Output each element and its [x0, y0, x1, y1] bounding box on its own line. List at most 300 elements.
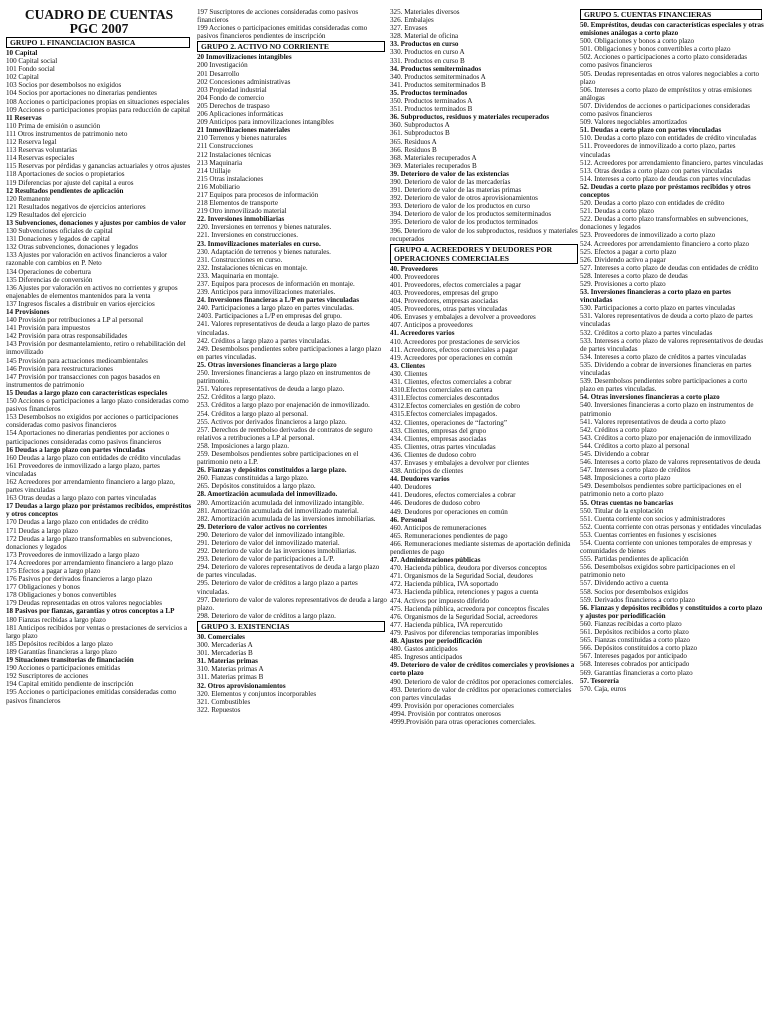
account-entry: 200 Investigación: [197, 61, 248, 70]
account-entry: 433. Clientes, empresas del grupo: [390, 426, 487, 435]
account-subgroup: 25. Otras inversiones financieras a largo plazo: [197, 360, 337, 369]
account-entry: 524. Acreedores por arrendamiento financiero a corto plazo: [580, 239, 749, 248]
account-entry: 119 Diferencias por ajuste del capital a euros: [6, 178, 134, 187]
account-entry: 203 Propiedad industrial: [197, 85, 267, 94]
account-entry: 108 Acciones o participaciones propias en situaciones especiales: [6, 97, 190, 106]
column-3: [390, 8, 580, 1020]
account-entry: 197 Suscriptores de acciones consideradas como pasivos financieros: [197, 8, 359, 25]
account-entry: 163 Otras deudas a largo plazo con partes vinculadas: [6, 494, 157, 503]
account-entry: 326. Embalajes: [390, 16, 434, 25]
account-entry: 321. Combustibles: [197, 697, 251, 706]
account-entry: 404. Proveedores, empresas asociadas: [390, 297, 499, 306]
account-entry: 201 Desarrollo: [197, 69, 240, 78]
account-entry: 240. Participaciones a largo plazo en partes vinculadas.: [197, 304, 354, 313]
account-entry: 570. Caja, euros: [580, 684, 627, 693]
account-entry: 147 Provisión por transacciones con pagos basados en instrumentos de patrimonio: [6, 372, 160, 389]
account-entry: 102 Capital: [6, 73, 39, 82]
title-line-1: CUADRO DE CUENTAS: [24, 8, 174, 22]
column-2-entries: [197, 8, 387, 714]
account-subgroup: 16 Deudas a largo plazo con partes vinculadas: [6, 445, 146, 454]
account-entry: 252. Créditos a largo plazo.: [197, 393, 276, 402]
account-subgroup: 21 Inmovilizaciones materiales: [197, 126, 290, 135]
account-entry: 233. Maquinaria en montaje.: [197, 271, 279, 280]
column-4: [580, 8, 764, 1020]
account-entry: 121 Resultados negativos de ejercicios anteriores: [6, 202, 146, 211]
account-entry: 476. Organismos de la Seguridad Social, acreedores: [390, 612, 538, 621]
account-entry: 137 Ingresos fiscales a distribuir en varios ejercicios: [6, 299, 155, 308]
account-subgroup: 12 Resultados pendientes de aplicación: [6, 186, 124, 195]
account-entry: 253. Créditos a largo plazo por enajenación de inmovilizado.: [197, 401, 370, 410]
account-entry: 466. Remuneraciones mediante sistemas de aportación definida pendientes de pago: [390, 539, 571, 556]
account-entry: 514. Intereses a corto plazo de deudas con partes vinculadas: [580, 174, 751, 183]
account-entry: 522. Deudas a corto plazo transformables en subvenciones, donaciones y legados: [580, 215, 749, 232]
account-entry: 521. Deudas a corto plazo: [580, 207, 654, 216]
account-entry: 300. Mercaderías A: [197, 641, 253, 650]
account-entry: 490. Deterioro de valor de créditos por operaciones comerciales.: [390, 677, 574, 686]
account-entry: 219 Otro inmovilizado material: [197, 207, 287, 216]
group-header: GRUPO 5. CUENTAS FINANCIERAS: [580, 9, 762, 20]
account-entry: 393. Deterioro de valor de los productos en curso: [390, 202, 531, 211]
account-entry: 400. Proveedores: [390, 272, 440, 281]
account-entry: 327. Envases: [390, 24, 428, 33]
account-entry: 220. Inversiones en terrenos y bienes naturales.: [197, 223, 332, 232]
account-entry: 446. Deudores de dudoso cobro: [390, 499, 481, 508]
account-entry: 100 Capital social: [6, 57, 58, 66]
account-subgroup: 46. Personal: [390, 515, 428, 524]
account-entry: 507. Dividendos de acciones o participaciones consideradas como pasivos financieros: [580, 101, 750, 119]
account-entry: 174 Acreedores por arrendamiento financiero a largo plazo: [6, 558, 174, 567]
account-entry: 360. Subproductos A: [390, 121, 450, 130]
account-entry: 260. Fianzas constituidas a largo plazo.: [197, 474, 309, 483]
account-subgroup: 57. Tesorería: [580, 676, 619, 685]
account-entry: 280. Amortización acumulada del inmovilizado intangible.: [197, 498, 364, 507]
account-entry: 512. Acreedores por arrendamiento financiero, partes vinculadas: [580, 158, 764, 167]
account-entry: 435. Clientes, otras partes vinculadas: [390, 442, 496, 451]
column-3-entries: [390, 8, 580, 726]
account-entry: 112 Reserva legal: [6, 138, 57, 147]
account-entry: 134 Operaciones de cobertura: [6, 267, 91, 276]
account-entry: 217 Equipos para procesos de información: [197, 190, 319, 199]
account-entry: 176 Pasivos por derivados financieros a largo plazo: [6, 575, 153, 584]
title-line-2: PGC 2007: [69, 21, 129, 36]
account-entry: 259. Desembolsos pendientes sobre participaciones en el patrimonio neto a LP.: [197, 449, 359, 467]
account-entry: 559. Derivados financieros a corto plazo: [580, 595, 696, 604]
account-entry: 211 Construcciones: [197, 142, 253, 151]
account-entry: 4311.Efectos comerciales descontados: [390, 394, 500, 403]
account-subgroup: 43. Clientes: [390, 361, 426, 370]
group-header: GRUPO 2. ACTIVO NO CORRIENTE: [197, 41, 385, 52]
account-entry: 265. Depósitos constituidos a largo plazo.: [197, 482, 316, 491]
account-subgroup: 39. Deterioro de valor de las existencias: [390, 169, 509, 178]
account-entry: 242. Créditos a largo plazo a partes vinculadas.: [197, 336, 332, 345]
account-entry: 341. Productos semiterminados B: [390, 80, 486, 89]
account-entry: 212 Instalaciones técnicas: [197, 150, 272, 159]
account-entry: 172 Deudas a largo plazo transformables en subvenciones, donaciones y legados: [6, 534, 173, 551]
account-subgroup: 28. Amortización acumulada del inmovilizado.: [197, 490, 338, 499]
account-entry: 111 Otros instrumentos de patrimonio neto: [6, 129, 128, 138]
account-subgroup: 18 Pasivos por fianzas, garantías y otros conceptos a LP: [6, 607, 175, 616]
account-entry: 471. Organismos de la Seguridad Social, deudores: [390, 572, 533, 581]
account-entry: 216 Mobiliario: [197, 182, 240, 191]
account-entry: 4999.Provisión para otras operaciones comerciales.: [390, 717, 536, 726]
account-entry: 395. Deterioro de valor de los productos terminados: [390, 218, 538, 227]
account-entry: 406. Envases y embalajes a devolver a proveedores: [390, 313, 536, 322]
account-subgroup: 20 Inmovilizaciones intangibles: [197, 53, 292, 62]
account-entry: 437. Envases y embalajes a devolver por clientes: [390, 458, 530, 467]
account-entry: 249. Desembolsos pendientes sobre participaciones a largo plazo en partes vinculadas.: [197, 344, 382, 361]
account-subgroup: 33. Productos en curso: [390, 40, 459, 49]
account-entry: 237. Equipos para procesos de información en montaje.: [197, 280, 355, 288]
account-entry: 394. Deterioro de valor de los productos semiterminados: [390, 210, 552, 219]
account-subgroup: 54. Otras inversiones financieras a corto plazo: [580, 393, 720, 402]
account-entry: 4994. Provisión por contratos onerosos: [390, 709, 501, 718]
account-entry: 160 Deudas a largo plazo con entidades de crédito vinculadas: [6, 453, 181, 462]
account-entry: 199 Acciones o participaciones emitidas consideradas como pasivos financieros pendientes de inscripción: [197, 24, 368, 41]
account-subgroup: 48. Ajustes por periodificación: [390, 637, 483, 646]
account-entry: 340. Productos semiterminados A: [390, 72, 486, 81]
account-entry: 502. Acciones o participaciones a corto plazo consideradas como pasivos financieros: [580, 53, 748, 70]
account-entry: 554. Cuenta corriente con uniones temporales de empresas y comunidades de bienes: [580, 539, 752, 556]
account-entry: 479. Pasivos por diferencias temporarias imponibles: [390, 628, 539, 637]
account-entry: 153 Desembolsos no exigidos por acciones o participaciones consideradas como pasivos financieros: [6, 413, 179, 430]
account-entry: 449. Deudores por operaciones en común: [390, 507, 508, 516]
account-entry: 548. Imposiciones a corto plazo: [580, 474, 671, 483]
account-entry: 205 Derechos de traspaso: [197, 101, 270, 110]
account-entry: 558. Socios por desembolsos exigidos: [580, 587, 689, 596]
account-subgroup: 47. Administraciones públicas: [390, 556, 481, 565]
account-entry: 480. Gastos anticipados: [390, 645, 458, 654]
account-entry: 192 Suscriptores de acciones: [6, 672, 89, 681]
account-subgroup: 49. Deterioro de valor de créditos comerciales y provisiones a corto plazo: [390, 661, 575, 678]
account-subgroup: 14 Provisiones: [6, 308, 50, 316]
account-entry: 241. Valores representativos de deuda a largo plazo de partes vinculadas.: [197, 320, 370, 337]
account-entry: 179 Deudas representadas en otros valores negociables: [6, 599, 163, 608]
account-entry: 310. Materias primas A: [197, 665, 264, 674]
account-entry: 365. Residuos A: [390, 137, 437, 146]
account-entry: 290. Deterioro de valor del inmovilizado intangible.: [197, 530, 345, 539]
account-subgroup: 52. Deudas a corto plazo por préstamos recibidos y otros conceptos: [580, 182, 751, 199]
account-entry: 551. Cuenta corriente con socios y administradores: [580, 514, 726, 523]
account-entry: 214 Utillaje: [197, 166, 231, 175]
account-entry: 474. Activos por impuesto diferido: [390, 596, 490, 605]
account-entry: 120 Remanente: [6, 194, 51, 203]
account-entry: 146 Provisión para reestructuraciones: [6, 364, 113, 373]
account-entry: 531. Valores representativos de deuda a corto plazo de partes vinculadas: [580, 312, 753, 329]
account-subgroup: 40. Proveedores: [390, 264, 438, 273]
account-entry: 190 Acciones o participaciones emitidas: [6, 664, 121, 673]
account-entry: 369. Materiales recuperados B: [390, 161, 477, 170]
account-entry: 368. Materiales recuperados A: [390, 153, 477, 162]
account-entry: 556. Desembolsos exigidos sobre participaciones en el patrimonio neto: [580, 563, 736, 580]
account-entry: 438. Anticipos de clientes: [390, 467, 464, 476]
account-entry: 177 Obligaciones y bonos: [6, 583, 80, 592]
account-entry: 154 Aportaciones no dinerarias pendientes por acciones o participaciones consideradas como pasivos financieros: [6, 429, 170, 446]
account-entry: 566. Depósitos constituidos a corto plazo: [580, 644, 698, 653]
account-entry: 569. Garantías financieras a corto plazo: [580, 668, 693, 677]
account-entry: 297. Deterioro de valor de valores representativos de deuda a largo plazo.: [197, 595, 387, 612]
account-entry: 541. Valores representativos de deuda a corto plazo: [580, 417, 726, 426]
account-entry: 392. Deterioro de valor de otros aprovisionamientos: [390, 194, 538, 203]
account-entry: 390. Deterioro de valor de las mercaderías: [390, 177, 511, 186]
account-entry: 131 Donaciones y legados de capital: [6, 235, 110, 244]
group-header: GRUPO 3. EXISTENCIAS: [197, 621, 385, 632]
account-entry: 543. Créditos a corto plazo por enajenación de inmovilizado: [580, 433, 752, 442]
account-entry: 510. Deudas a corto plazo con entidades de crédito vinculadas: [580, 134, 757, 143]
account-entry: 331. Productos en curso B: [390, 56, 465, 65]
account-entry: 509. Valores negociables amortizados: [580, 118, 688, 127]
account-entry: 550. Titular de la explotación: [580, 506, 664, 515]
account-entry: 113 Reservas voluntarias: [6, 146, 78, 155]
account-entry: 561. Depósitos recibidos a corto plazo: [580, 628, 689, 637]
account-entry: 527. Intereses a corto plazo de deudas con entidades de crédito: [580, 263, 759, 272]
account-subgroup: 44. Deudores varios: [390, 475, 450, 484]
account-entry: 301. Mercaderías B: [197, 649, 253, 658]
account-entry: 545. Dividendo a cobrar: [580, 449, 649, 458]
account-subgroup: 34. Productos semiterminados: [390, 64, 482, 73]
account-entry: 251. Valores representativos de deuda a largo plazo.: [197, 385, 345, 394]
account-entry: 215 Otras instalaciones: [197, 174, 264, 183]
account-entry: 293. Deterioro de valor de participaciones a L/P.: [197, 555, 335, 564]
group-header: GRUPO 1. FINANCIACION BASICA: [6, 37, 190, 48]
account-subgroup: 51. Deudas a corto plazo con partes vinculadas: [580, 126, 722, 135]
account-entry: 530. Participaciones a corto plazo en partes vinculadas: [580, 304, 736, 313]
account-subgroup: 31. Materias primas: [197, 657, 258, 666]
account-entry: 232. Instalaciones técnicas en montaje.: [197, 263, 308, 272]
account-entry: 419. Acreedores por operaciones en común: [390, 353, 513, 362]
account-entry: 181 Anticipos recibidos por ventas o prestaciones de servicios a largo plazo: [6, 623, 188, 640]
account-entry: 133 Ajustes por valoración en activos financieros a valor razonable con cambios en P. Neto: [6, 251, 168, 268]
account-entry: 250. Inversiones financieras a largo plazo en instrumentos de patrimonio.: [197, 369, 371, 386]
account-subgroup: 55. Otras cuentas no bancarias: [580, 498, 674, 507]
account-subgroup: 22. Inversiones inmobiliarias: [197, 215, 285, 224]
account-entry: 202 Concesiones administrativas: [197, 77, 291, 86]
account-entry: 110 Prima de emisión o asunción: [6, 121, 101, 130]
account-entry: 565. Fianzas constituidas a corto plazo: [580, 636, 690, 645]
account-entry: 115 Reservas por pérdidas y ganancias actuariales y otros ajustes: [6, 162, 191, 171]
account-entry: 520. Deudas a corto plazo con entidades de crédito: [580, 199, 725, 208]
account-entry: 441. Deudores, efectos comerciales a cobrar: [390, 491, 516, 500]
account-entry: 140 Provisión por retribuciones a LP al personal: [6, 316, 144, 325]
account-entry: 129 Resultados del ejercicio: [6, 210, 87, 219]
account-entry: 493. Deterioro de valor de créditos por operaciones comerciales con partes vinculadas: [390, 685, 572, 702]
account-entry: 529. Provisiones a corto plazo: [580, 280, 666, 288]
account-subgroup: 50. Empréstitos, deudas con características especiales y otras emisiones análogas a corto plazo: [580, 21, 764, 38]
account-entry: 405. Proveedores, otras partes vinculadas: [390, 305, 508, 314]
account-entry: 4315.Efectos comerciales impagados.: [390, 410, 498, 419]
account-entry: 230. Adaptación de terrenos y bienes naturales.: [197, 247, 331, 256]
account-entry: 330. Productos en curso A: [390, 48, 465, 57]
account-entry: 528. Intereses a corto plazo de deudas: [580, 271, 688, 280]
account-entry: 136 Ajustes por valoración en activos no corrientes y grupos enajenables de elementos mantenidos para la venta: [6, 283, 178, 300]
account-entry: 103 Socios por desembolsos no exigidos: [6, 81, 122, 90]
account-entry: 432. Clientes, operaciones de “factoring”: [390, 418, 508, 427]
account-subgroup: 13 Subvenciones, donaciones y ajustes por cambios de valor: [6, 218, 187, 227]
account-entry: 130 Subvenciones oficiales de capital: [6, 227, 113, 236]
account-entry: 328. Material de oficina: [390, 32, 459, 41]
account-entry: 431. Clientes, efectos comerciales a cobrar: [390, 378, 512, 387]
account-entry: 511. Proveedores de inmovilizado a corto plazo, partes vinculadas: [580, 142, 736, 159]
account-entry: 101 Fondo social: [6, 65, 55, 74]
account-entry: 430. Clientes: [390, 369, 428, 378]
account-entry: 185 Depósitos recibidos a largo plazo: [6, 639, 113, 648]
account-entry: 204 Fondo de comercio: [197, 93, 265, 102]
account-entry: 258. Imposiciones a largo plazo.: [197, 441, 290, 450]
document-title: [6, 8, 192, 36]
account-entry: 470. Hacienda pública, deudora por diversos conceptos: [390, 564, 547, 573]
account-entry: 311. Materias primas B: [197, 673, 264, 682]
account-entry: 436. Clientes de dudoso cobro: [390, 450, 477, 459]
account-entry: 547. Intereses a corto plazo de créditos: [580, 466, 691, 475]
account-entry: 291. Deterioro de valor del inmovilizado material.: [197, 539, 340, 547]
account-subgroup: 11 Reservas: [6, 113, 42, 122]
account-entry: 294. Deterioro de valores representativos de deuda a largo plazo de partes vinculadas.: [197, 563, 380, 580]
account-entry: 2403. Participaciones a L/P en empresas del grupo.: [197, 312, 342, 321]
account-entry: 557. Dividendo activo a cuenta: [580, 579, 669, 588]
account-entry: 500. Obligaciones y bonos a corto plazo: [580, 37, 695, 46]
account-entry: 221. Inversiones en construcciones.: [197, 231, 299, 240]
account-subgroup: 29. Deterioro de valor activos no corrientes: [197, 522, 327, 531]
account-entry: 411. Acreedores, efectos comerciales a pagar: [390, 345, 518, 354]
account-subgroup: 32. Otros aprovisionamientos: [197, 681, 286, 690]
account-entry: 533. Intereses a corto plazo de valores representativos de deudas de partes vinculadas: [580, 336, 764, 353]
account-entry: 173 Proveedores de inmovilizado a largo plazo: [6, 550, 140, 559]
account-entry: 552. Cuenta corriente con otras personas y entidades vinculadas: [580, 522, 762, 531]
account-entry: 549. Desembolsos pendientes sobre participaciones en el patrimonio neto a corto plazo: [580, 482, 742, 499]
account-entry: 292. Deterioro de valor de las inversiones inmobiliarias.: [197, 547, 357, 556]
account-entry: 209 Anticipos para inmovilizaciones intangibles: [197, 118, 334, 127]
account-subgroup: 15 Deudas a largo plazo con características especiales: [6, 388, 168, 397]
account-entry: 145 Provisión para actuaciones medioambientales: [6, 356, 148, 365]
account-entry: 555. Partidas pendientes de aplicación: [580, 555, 689, 564]
account-entry: 501. Obligaciones y bonos convertibles a corto plazo: [580, 45, 731, 54]
account-entry: 391. Deterioro de valor de las materias primas: [390, 186, 522, 195]
account-entry: 477. Hacienda pública, IVA repercutido: [390, 620, 503, 629]
account-entry: 513. Otras deudas a corto plazo con partes vinculadas: [580, 166, 733, 175]
account-entry: 410. Acreedores por prestaciones de servicios: [390, 337, 520, 346]
account-entry: 4310.Efectos comerciales en cartera: [390, 386, 493, 395]
account-entry: 546. Intereses a corto plazo de valores representativos de deuda: [580, 458, 761, 467]
account-entry: 366. Residuos B: [390, 145, 437, 154]
account-entry: 141 Provisión para impuestos: [6, 324, 91, 333]
account-entry: 485. Ingresos anticipados: [390, 653, 463, 662]
account-subgroup: 26. Fianzas y depósitos constituidos a largo plazo.: [197, 466, 347, 475]
column-1-entries: [6, 37, 192, 705]
column-4-entries: [580, 9, 764, 693]
account-entry: 320. Elementos y conjuntos incorporables: [197, 689, 317, 698]
account-entry: 282. Amortización acumulada de las inversiones inmobiliarias.: [197, 514, 376, 523]
account-entry: 567. Intereses pagados por anticipado: [580, 652, 687, 661]
account-entry: 407. Anticipos a proveedores: [390, 321, 473, 330]
account-entry: 4312.Efectos comerciales en gestión de cobro: [390, 402, 521, 411]
account-entry: 440. Deudores: [390, 483, 432, 492]
column-1: [6, 8, 192, 1020]
account-entry: 351. Productos terminados B: [390, 105, 473, 114]
account-entry: 472. Hacienda pública, IVA soportado: [390, 580, 499, 589]
account-entry: 281. Amortización acumulada del inmovilizado material.: [197, 506, 359, 515]
account-subgroup: 19 Situaciones transitorias de financiación: [6, 656, 134, 665]
account-entry: 210 Terrenos y bienes naturales: [197, 134, 287, 143]
account-entry: 162 Acreedores por arrendamiento financiero a largo plazo, partes vinculadas: [6, 477, 175, 495]
account-entry: 506. Intereses a corto plazo de empréstitos y otras emisiones análogas: [580, 85, 752, 102]
account-entry: 553. Cuentas corrientes en fusiones y escisiones: [580, 530, 717, 539]
account-subgroup: 53. Inversiones financieras a corto plazo en partes vinculadas: [580, 288, 731, 305]
account-entry: 544. Créditos a corto plazo al personal: [580, 441, 690, 450]
account-entry: 161 Proveedores de inmovilizado a largo plazo, partes vinculadas: [6, 461, 160, 478]
account-subgroup: 23. Inmovilizaciones materiales en curso.: [197, 239, 321, 248]
account-entry: 325. Materiales diversos: [390, 8, 460, 16]
account-entry: 361. Subproductos B: [390, 129, 450, 138]
account-entry: 180 Fianzas recibidas a largo plazo: [6, 615, 106, 624]
account-entry: 535. Dividendo a cobrar de inversiones financieras en partes vinculadas: [580, 360, 752, 378]
account-entry: 132 Otras subvenciones, donaciones y legados: [6, 243, 138, 252]
account-entry: 175 Efectos a pagar a largo plazo: [6, 567, 101, 575]
account-entry: 460. Anticipos de remuneraciones: [390, 523, 487, 532]
account-entry: 526. Dividendo activo a pagar: [580, 255, 666, 264]
account-subgroup: 30. Comerciales: [197, 632, 245, 641]
account-subgroup: 56. Fianzas y depósitos recibidos y constituidos a corto plazo y ajustes por periodificación: [580, 603, 763, 620]
column-2: [197, 8, 387, 1020]
account-entry: 523. Proveedores de inmovilizado a corto plazo: [580, 231, 716, 240]
account-entry: 542. Créditos a corto plazo: [580, 425, 657, 434]
account-subgroup: 17 Deudas a largo plazo por préstamos recibidos, empréstitos y otros conceptos: [6, 502, 192, 519]
account-entry: 532. Créditos a corto plazo a partes vinculadas: [580, 328, 713, 337]
account-entry: 231. Construcciones en curso.: [197, 255, 283, 264]
account-entry: 239. Anticipos para inmovilizaciones materiales.: [197, 288, 336, 297]
account-entry: 104 Socios por aportaciones no dinerarias pendientes: [6, 89, 157, 98]
account-entry: 465. Remuneraciones pendientes de pago: [390, 531, 508, 540]
account-entry: 499. Provisión por operaciones comerciales: [390, 701, 514, 710]
account-entry: 135 Diferencias de conversión: [6, 275, 93, 284]
account-entry: 560. Fianzas recibidas a corto plazo: [580, 619, 682, 628]
account-entry: 114 Reservas especiales: [6, 154, 75, 163]
account-entry: 568. Intereses cobrados por anticipado: [580, 660, 690, 669]
account-entry: 295. Deterioro de valor de créditos a largo plazo a partes vinculadas.: [197, 579, 358, 596]
account-entry: 505. Deudas representadas en otros valores negociables a corto plazo: [580, 69, 760, 86]
account-entry: 150 Acciones o participaciones a largo plazo consideradas como pasivos financieros: [6, 397, 189, 414]
account-entry: 403. Proveedores, empresas del grupo: [390, 289, 498, 297]
account-entry: 171 Deudas a largo plazo: [6, 526, 78, 535]
account-entry: 194 Capital emitido pendiente de inscripción: [6, 680, 134, 689]
account-entry: 257. Derechos de reembolso derivados de contratos de seguro relativos a retribuciones a LP al personal.: [197, 425, 373, 442]
account-entry: 350. Productos terminados A: [390, 97, 473, 106]
account-entry: 206 Aplicaciones informáticas: [197, 110, 284, 119]
account-entry: 539. Desembolsos pendientes sobre participaciones a corto plazo en partes vinculadas.: [580, 377, 748, 394]
account-entry: 525. Efectos a pagar a corto plazo: [580, 247, 677, 256]
account-entry: 396. Deterioro de valor de los subproductos, residuos y materiales recuperados: [390, 226, 578, 243]
account-entry: 189 Garantías financieras a largo plazo: [6, 647, 117, 656]
account-subgroup: 10 Capital: [6, 49, 38, 57]
account-entry: 118 Aportaciones de socios o propietarios: [6, 170, 125, 179]
account-entry: 473. Hacienda pública, retenciones y pagos a cuenta: [390, 588, 539, 597]
account-entry: 475. Hacienda pública, acreedora por conceptos fiscales: [390, 604, 550, 613]
account-subgroup: 41. Acreedores varios: [390, 329, 455, 338]
account-entry: 534. Intereses a corto plazo de créditos a partes vinculadas: [580, 352, 747, 361]
account-entry: 213 Maquinaria: [197, 158, 243, 167]
account-entry: 540. Inversiones financieras a corto plazo en instrumentos de patrimonio: [580, 401, 754, 418]
account-entry: 298. Deterioro de valor de créditos a largo plazo.: [197, 611, 336, 620]
account-subgroup: 24. Inversiones financieras a L/P en partes vinculadas: [197, 296, 359, 305]
account-entry: 434. Clientes, empresas asociadas: [390, 434, 487, 443]
account-entry: 170 Deudas a largo plazo con entidades de crédito: [6, 518, 149, 527]
account-entry: 109 Acciones o participaciones propias para reducción de capital: [6, 105, 190, 114]
group-header: GRUPO 4. ACREEDORES Y DEUDORES POR OPERACIONES COMERCIALES: [390, 244, 578, 264]
account-entry: 142 Provisión para otras responsabilidades: [6, 332, 128, 341]
account-entry: 218 Elementos de transporte: [197, 199, 278, 208]
account-entry: 255. Activos por derivados financieros a largo plazo.: [197, 417, 347, 426]
account-entry: 401. Proveedores, efectos comerciales a pagar: [390, 280, 521, 289]
account-entry: 254. Créditos a largo plazo al personal.: [197, 409, 308, 418]
account-entry: 322. Repuestos: [197, 705, 241, 714]
